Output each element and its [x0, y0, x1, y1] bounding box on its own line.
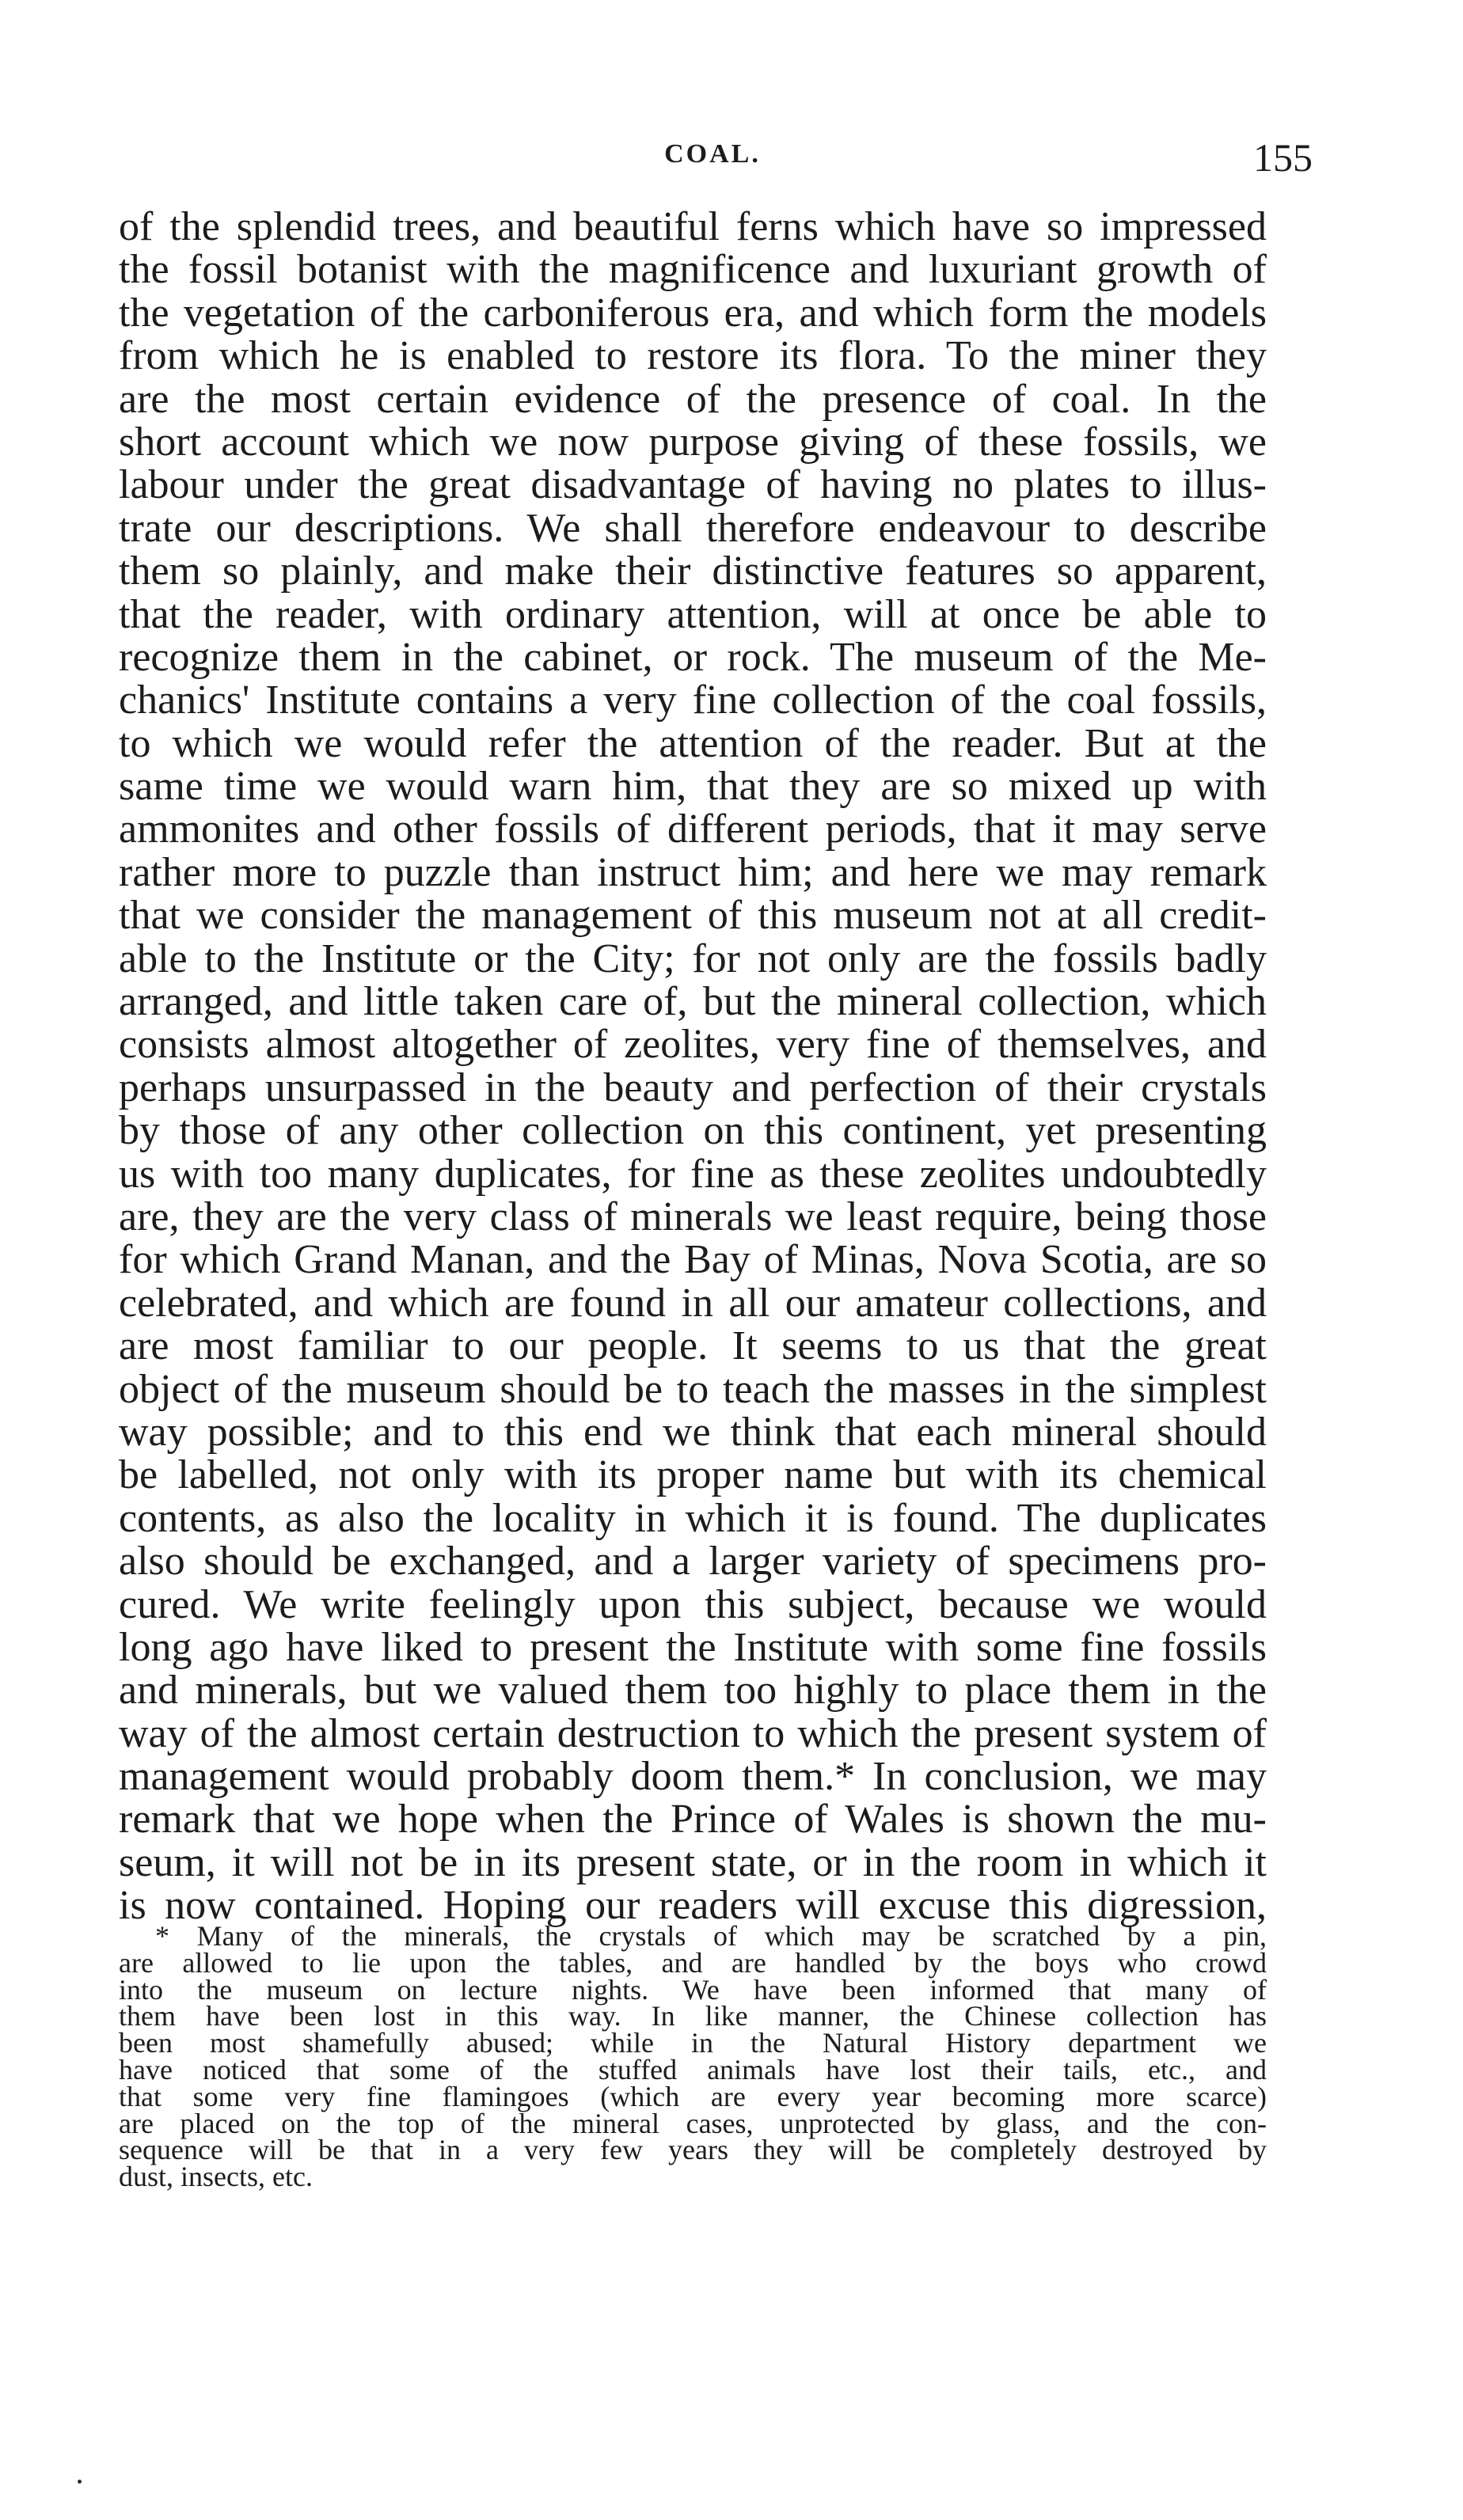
- page-number: 155: [1253, 135, 1313, 180]
- body-line: able to the Institute or the City; for not only are the fossils badly: [119, 936, 1267, 981]
- print-speck: [78, 2480, 82, 2484]
- body-line: same time we would warn him, that they are so mixed up with: [119, 764, 1267, 810]
- body-line: cured. We write feelingly upon this subject, because we would: [119, 1581, 1267, 1627]
- body-line: the fossil botanist with the magnificence and luxuriant growth of: [119, 247, 1267, 293]
- body-line: object of the museum should be to teach the masses in the simplest: [119, 1366, 1267, 1412]
- body-line: perhaps unsurpassed in the beauty and perfection of their crystals: [119, 1065, 1267, 1110]
- footnote-line: into the museum on lecture nights. We have been informed that many of: [119, 1973, 1267, 2006]
- body-line: to which we would refer the attention of the reader. But at the: [119, 720, 1267, 766]
- body-line: the vegetation of the carboniferous era, and which form the models: [119, 290, 1267, 336]
- footnote-line: sequence will be that in a very few years they will be completely destroyed by: [119, 2134, 1267, 2166]
- footnote-line: them have been lost in this way. In like manner, the Chinese collection has: [119, 2000, 1267, 2032]
- body-line: by those of any other collection on this continent, yet presenting: [119, 1108, 1267, 1154]
- body-line: are most familiar to our people. It seems to us that the great: [119, 1323, 1267, 1369]
- body-line: us with too many duplicates, for fine as these zeolites undoubtedly: [119, 1151, 1267, 1197]
- body-line: that we consider the management of this museum not at all credit-: [119, 893, 1267, 939]
- running-head: [119, 135, 1313, 187]
- footnote-line: been most shamefully abused; while in the Natural History department we: [119, 2027, 1267, 2059]
- body-line: recognize them in the cabinet, or rock. The museum of the Me-: [119, 634, 1267, 680]
- footnote-line: * Many of the minerals, the crystals of which may be scratched by a pin,: [155, 1920, 1267, 1952]
- body-line: arranged, and little taken care of, but the mineral collection, which: [119, 979, 1267, 1025]
- footnote-line: have noticed that some of the stuffed animals have lost their tails, etc., and: [119, 2053, 1267, 2085]
- footnote: [119, 1920, 1267, 2193]
- body-line: celebrated, and which are found in all our amateur collections, and: [119, 1280, 1267, 1326]
- body-line: short account which we now purpose giving of these fossils, we: [119, 419, 1267, 465]
- body-line: way of the almost certain destruction to which the present system of: [119, 1710, 1267, 1756]
- running-title: COAL.: [664, 139, 761, 169]
- body-line: from which he is enabled to restore its flora. To the miner they: [119, 333, 1267, 379]
- body-text: [119, 206, 1267, 1928]
- footnote-line: are allowed to lie upon the tables, and are handled by the boys who crowd: [119, 1946, 1267, 1979]
- body-line: are, they are the very class of minerals we least require, being those: [119, 1194, 1267, 1239]
- body-line: them so plainly, and make their distinctive features so apparent,: [119, 548, 1267, 594]
- body-line: seum, it will not be in its present state, or in the room in which it: [119, 1839, 1267, 1885]
- body-line: ammonites and other fossils of different periods, that it may serve: [119, 806, 1267, 852]
- footnote-line: are placed on the top of the mineral cases, unprotected by glass, and the con-: [119, 2107, 1267, 2139]
- body-line: trate our descriptions. We shall therefore endeavour to describe: [119, 505, 1267, 551]
- footnote-line: dust, insects, etc.: [119, 2161, 313, 2193]
- body-line: rather more to puzzle than instruct him; and here we may remark: [119, 849, 1267, 895]
- body-line: is now contained. Hoping our readers will excuse this digression,: [119, 1883, 1267, 1929]
- body-line: consists almost altogether of zeolites, very fine of themselves, and: [119, 1022, 1267, 1068]
- body-line: labour under the great disadvantage of having no plates to illus-: [119, 462, 1267, 508]
- body-line: of the splendid trees, and beautiful ferns which have so impressed: [119, 204, 1267, 249]
- body-line: for which Grand Manan, and the Bay of Minas, Nova Scotia, are so: [119, 1237, 1267, 1283]
- body-line: and minerals, but we valued them too highly to place them in the: [119, 1668, 1267, 1714]
- body-line: management would probably doom them.* In conclusion, we may: [119, 1754, 1267, 1800]
- body-line: chanics' Institute contains a very fine collection of the coal fossils,: [119, 677, 1267, 723]
- body-line: that the reader, with ordinary attention, will at once be able to: [119, 591, 1267, 637]
- body-line: way possible; and to this end we think that each mineral should: [119, 1409, 1267, 1455]
- body-line: also should be exchanged, and a larger variety of specimens pro-: [119, 1539, 1267, 1584]
- body-line: are the most certain evidence of the presence of coal. In the: [119, 376, 1267, 422]
- footnote-line: that some very fine flamingoes (which are every year becoming more scarce): [119, 2080, 1267, 2112]
- body-line: contents, as also the locality in which it is found. The duplicates: [119, 1495, 1267, 1541]
- body-line: remark that we hope when the Prince of Wales is shown the mu-: [119, 1797, 1267, 1843]
- body-line: be labelled, not only with its proper name but with its chemical: [119, 1452, 1267, 1498]
- body-line: long ago have liked to present the Institute with some fine fossils: [119, 1624, 1267, 1670]
